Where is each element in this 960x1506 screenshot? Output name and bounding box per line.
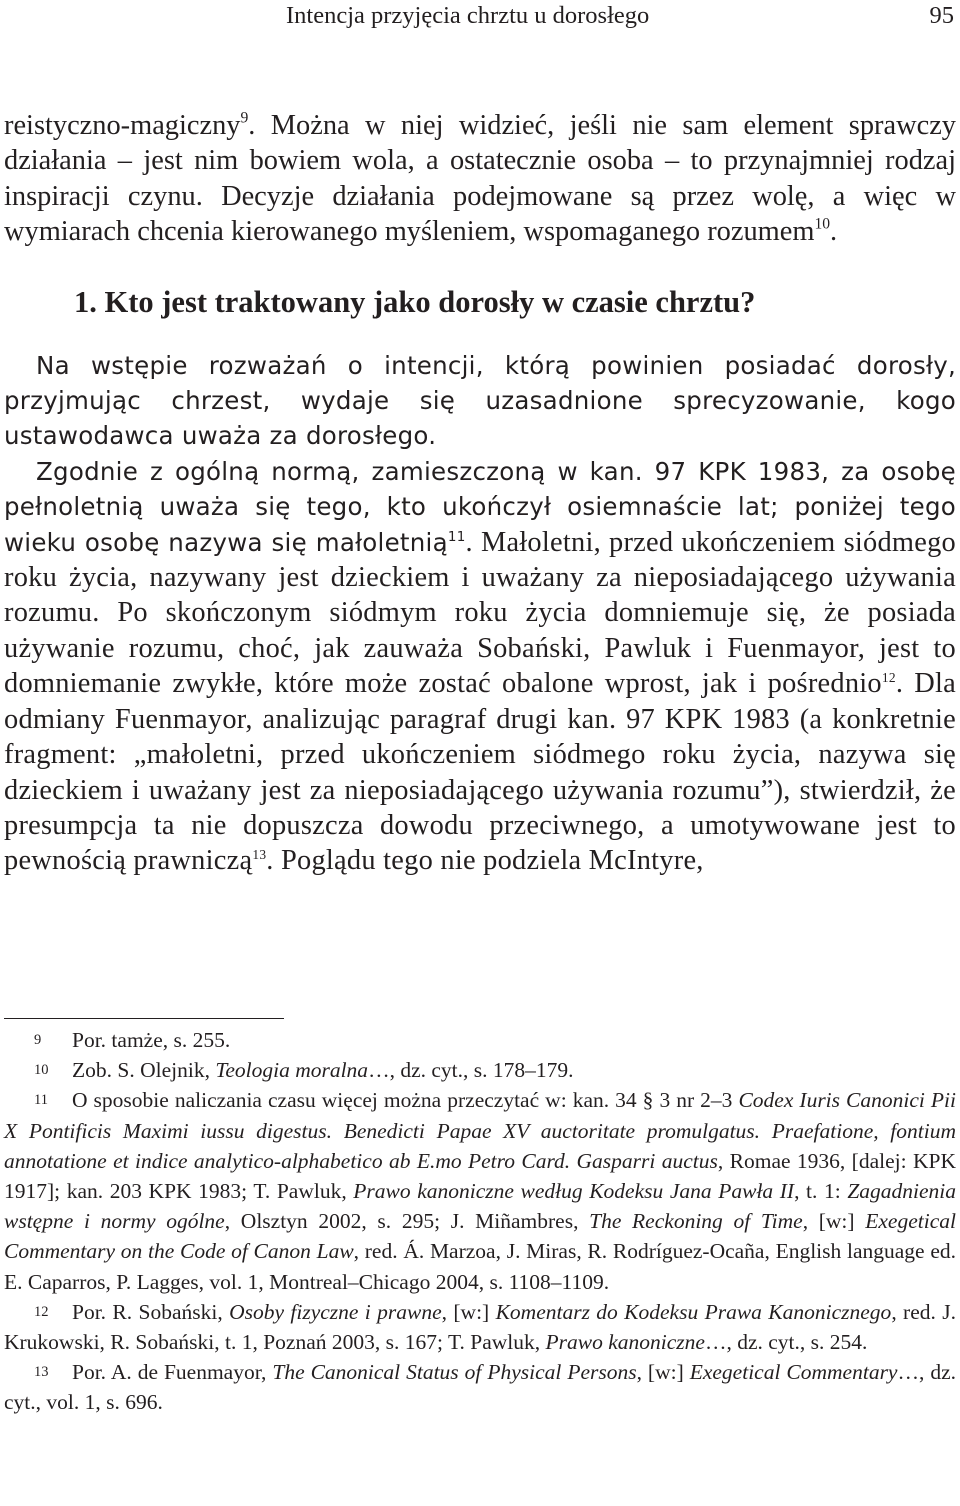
footnote-text: Por. R. Sobański, xyxy=(72,1299,230,1324)
footnote-title: Komentarz do Kodeksu Prawa Kanonicznego xyxy=(495,1299,892,1324)
intro-paragraph xyxy=(4,108,956,250)
footnote-text: , t. 1: xyxy=(794,1179,848,1204)
footnote-title: Prawo kanoniczne według Kodeksu Jana Pawła II xyxy=(353,1179,795,1204)
intro-text-a: reistyczno-magiczny xyxy=(4,110,241,141)
footnote-title: Teologia moralna xyxy=(215,1058,369,1083)
body-paragraph-1: Na wstępie rozważań o intencji, którą powinien posiadać dorosły, przyjmując chrzest, wydaje się uzasadnione sprecyzowanie, kogo ustawodawca uważa za dorosłego. xyxy=(4,350,956,451)
footnote-text: Por. A. de Fuenmayor, xyxy=(72,1360,273,1385)
footnote-ref-10[interactable]: 10 xyxy=(814,215,831,233)
footnote-text: O sposobie naliczania czasu więcej można przeczytać w: kan. 34 § 3 nr 2–3 xyxy=(72,1088,739,1113)
main-text xyxy=(4,108,956,879)
footnote-title: The Canonical Status of Physical Persons xyxy=(272,1360,637,1385)
footnote-text: , Olsztyn 2002, s. 295; J. Miñambres, xyxy=(224,1209,590,1234)
footnote-11 xyxy=(4,1085,956,1296)
footnote-title: Exegetical Commentary on the Code of Canon Law xyxy=(4,1209,956,1264)
sans-block xyxy=(4,348,956,879)
footnote-text: , red. J. Krukowski, R. Sobański, t. 1, Poznań 2003, s. 167; T. Pawluk, xyxy=(4,1299,956,1355)
footnote-text: , red. Á. Marzoa, J. Miras, R. Rodríguez-Ocaña, English language ed. E. Caparros, P. Lagges, vol. 1, Montreal–Chicago 2004, s. 1108–1109. xyxy=(4,1239,956,1294)
footnote-text: …, dz. cyt., vol. 1, s. 696. xyxy=(4,1360,956,1415)
body-paragraph-3-text: . Dla odmiany Fuenmayor, analizując paragraf drugi kan. 97 KPK 1983 (a konkretnie fragment: „małoletni, przed ukończeniem siódmego roku życia, nazywa się dzieckiem i uważany jest za nieposiadającego używania rozumu”), stwierdził, że presumpcja ta nie dopuszcza dowodu przeciwnego, a umotywowane jest to pewnością prawniczą xyxy=(4,668,957,877)
intro-text-b: . Można w niej widzieć, jeśli nie sam element sprawczy działania – jest nim bowiem wola, a ostatecznie osoba – to przynajmniej rodzaj inspiracji czynu. Decyzje działania podejmowane są przez wolę, a więc w wymiarach chcenia kierowanego myśleniem, wspomaganego rozumem xyxy=(4,110,956,248)
running-title: Intencja przyjęcia chrztu u dorosłego xyxy=(286,2,650,29)
footnote-title: Prawo kanoniczne xyxy=(545,1330,705,1355)
footnote-text: , [w:] xyxy=(441,1299,496,1324)
section-heading: 1. Kto jest traktowany jako dorosły w czasie chrztu? xyxy=(74,284,756,319)
footnote-number: 11 xyxy=(34,1092,48,1109)
footnote-text: Zob. S. Olejnik, xyxy=(72,1058,216,1083)
body-paragraph-3-lead: . Małoletni, przed ukończeniem siódmego roku życia, nazywany jest dzieckiem i uważany za nieposiadającego używania rozumu. Po skończonym siódmym roku życia domniemuje się, że posiada używanie rozumu, choć, jak zauważa Sobański, Pawluk i Fuenmayor, jest to domniemanie zwykłe, które może zostać obalone wprost, jak i pośrednio xyxy=(4,526,956,700)
footnote-number: 12 xyxy=(34,1303,49,1320)
footnote-text: , [w:] xyxy=(636,1360,690,1385)
footnote-text: Por. tamże, s. 255. xyxy=(72,1028,231,1052)
page-number: 95 xyxy=(929,2,954,29)
footnote-text: …, dz. cyt., s. 254. xyxy=(704,1330,868,1355)
footnote-ref-9[interactable]: 9 xyxy=(240,109,249,127)
footnote-ref-13[interactable]: 13 xyxy=(252,847,267,863)
body-paragraph-2 xyxy=(4,454,956,879)
footnote-number: 10 xyxy=(34,1062,49,1079)
footnote-title: Osoby fizyczne i prawne xyxy=(229,1299,442,1324)
footnote-text: , Romae 1936, [dalej: KPK 1917]; kan. 203 KPK 1983; T. Pawluk, xyxy=(4,1148,956,1204)
body-paragraph-2-text: Zgodnie z ogólną normą, zamieszczoną w kan. 97 KPK 1983, za osobę pełnoletnią uważa się tego, kto ukończył osiemnaście lat; poniżej tego wieku osobę nazywa się małoletnią xyxy=(4,456,956,557)
footnote-text: , [w:] xyxy=(802,1209,866,1234)
footnote-number: 13 xyxy=(34,1364,49,1381)
footnote-12 xyxy=(4,1297,956,1357)
footnote-ref-12[interactable]: 12 xyxy=(881,670,896,686)
footnote-10 xyxy=(4,1055,956,1085)
footnote-9 xyxy=(4,1025,956,1055)
footnote-title: The Reckoning of Time xyxy=(589,1209,803,1234)
footnote-13 xyxy=(4,1357,956,1417)
footnote-title: Codex Iuris Canonici Pii X Pontificis Maximi iussu digestus. Benedicti Papae XV auctoritate promulgatus. Praefatione, fontium annotatione et indice analytico-alphabetico ab E.mo Petro Card. Gasparri auctus xyxy=(4,1088,956,1173)
book-page xyxy=(4,0,956,1506)
running-header xyxy=(4,2,956,32)
footnotes xyxy=(4,1025,956,1418)
intro-text-c: . xyxy=(830,216,838,248)
footnote-title: Zagadnienia wstępne i normy ogólne xyxy=(4,1179,957,1234)
footnote-separator xyxy=(4,1018,284,1019)
body-paragraph-3-tail: . Poglądu tego nie podziela McIntyre, xyxy=(266,845,704,877)
footnote-number: 9 xyxy=(34,1032,42,1048)
footnote-ref-11[interactable]: 11 xyxy=(447,528,466,545)
footnote-title: Exegetical Commentary xyxy=(689,1360,898,1385)
footnote-text: …, dz. cyt., s. 178–179. xyxy=(368,1058,574,1083)
